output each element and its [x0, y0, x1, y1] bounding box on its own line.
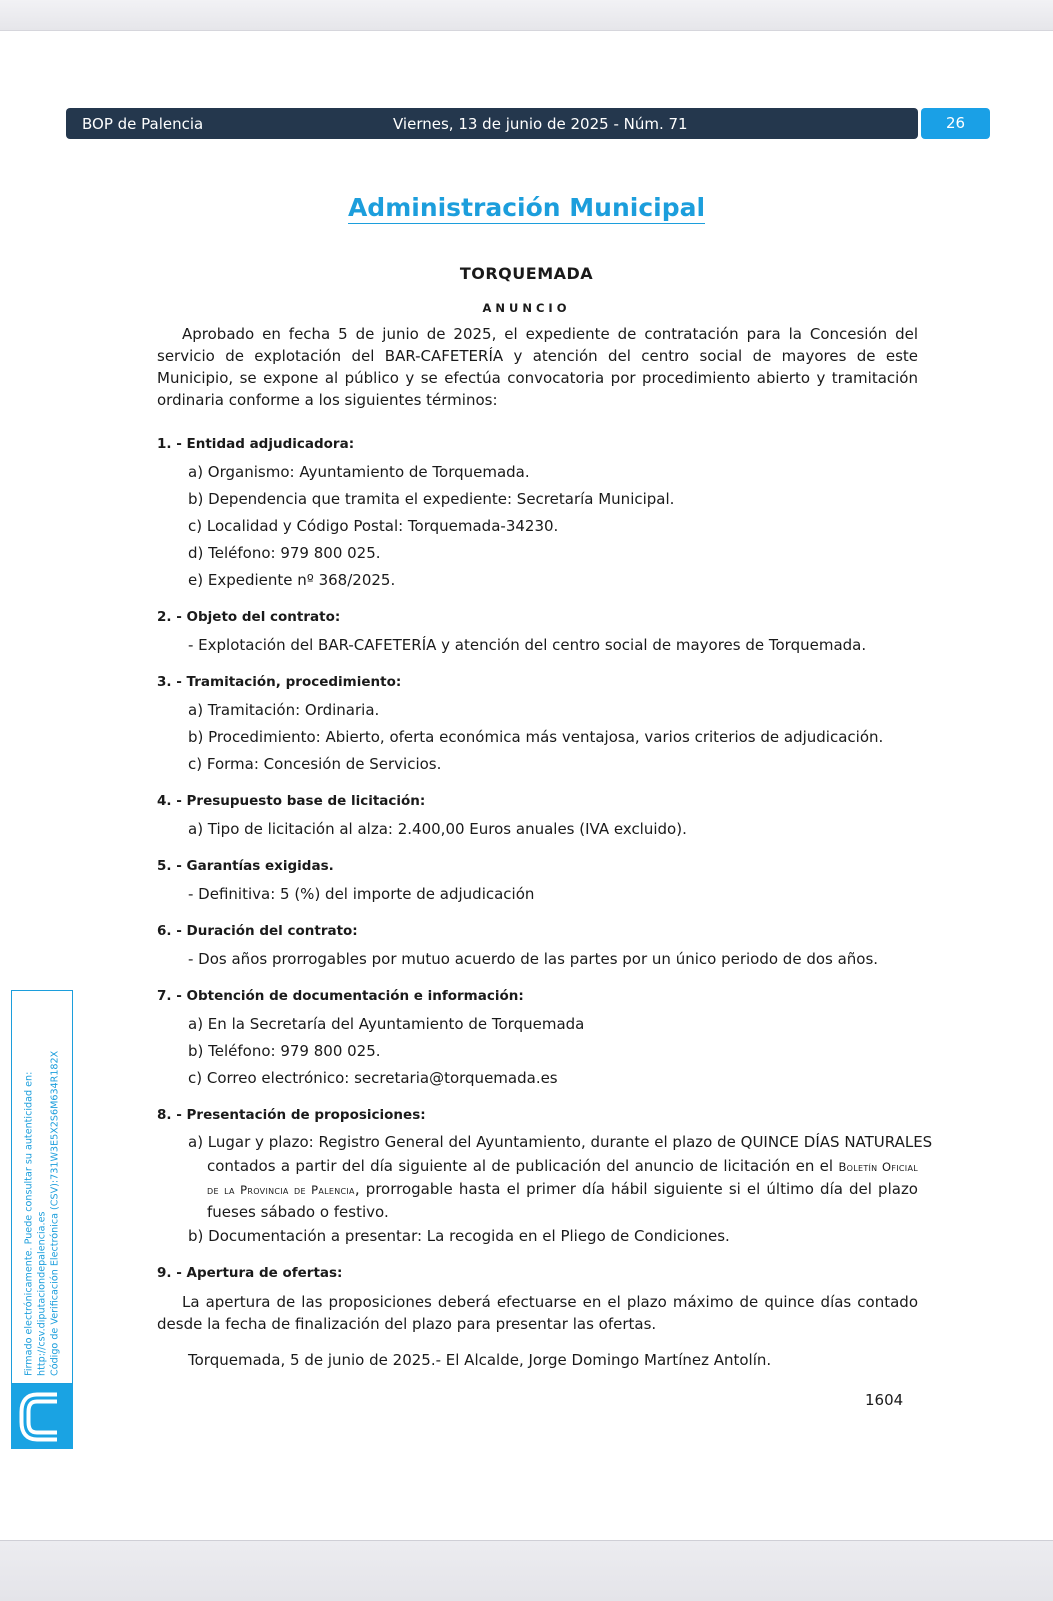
- list-item: - Definitiva: 5 (%) del importe de adjudicación: [188, 885, 535, 903]
- list-item: - Explotación del BAR-CAFETERÍA y atención del centro social de mayores de Torquemada.: [188, 636, 867, 654]
- section-heading: 5. - Garantías exigidas.: [157, 858, 334, 874]
- section-heading: 3. - Tramitación, procedimiento:: [157, 674, 402, 690]
- bulletin-name: Boletín Oficial de la Provincia de Palencia: [207, 1160, 918, 1197]
- verification-text: Firmado electrónicamente. Puede consultar su autenticidad en: http://csv.diputaciondepalencia.es Código de Verificación Electrónica (CSV):731W3E5X2S6M634R182X: [23, 1050, 61, 1376]
- section-heading: 4. - Presupuesto base de licitación:: [157, 793, 426, 809]
- list-item: e) Expediente nº 368/2025.: [188, 571, 396, 589]
- list-item: c) Forma: Concesión de Servicios.: [188, 755, 442, 773]
- signature-line: Torquemada, 5 de junio de 2025.- El Alcalde, Jorge Domingo Martínez Antolín.: [188, 1351, 772, 1369]
- viewer-top-bar: [0, 0, 1053, 31]
- diputacion-logo-icon: [11, 1384, 73, 1449]
- section-heading: 6. - Duración del contrato:: [157, 923, 358, 939]
- list-item: a) Organismo: Ayuntamiento de Torquemada.: [188, 463, 530, 481]
- list-item-continuation: contados a partir del día siguiente al de publicación del anuncio de licitación en el Boletín Oficial de la Provincia de Palencia, prorrogable hasta el primer día hábil siguiente si el último día del plazo fueses sábado o festivo.: [207, 1157, 918, 1221]
- verification-sidebar: [11, 990, 73, 1384]
- section-title: Administración Municipal: [347, 193, 706, 222]
- issue-date: Viernes, 13 de junio de 2025 - Núm. 71: [393, 115, 688, 133]
- closing-paragraph: La apertura de las proposiciones deberá efectuarse en el plazo máximo de quince días contado desde la fecha de finalización del plazo para presentar las ofertas.: [157, 1293, 918, 1333]
- town-name: TORQUEMADA: [459, 264, 594, 283]
- section-heading: 8. - Presentación de proposiciones:: [157, 1107, 426, 1123]
- list-item: c) Correo electrónico: secretaria@torquemada.es: [188, 1069, 558, 1087]
- list-item: b) Documentación a presentar: La recogida en el Pliego de Condiciones.: [188, 1227, 730, 1245]
- list-item: b) Teléfono: 979 800 025.: [188, 1042, 381, 1060]
- list-item: b) Procedimiento: Abierto, oferta económica más ventajosa, varios criterios de adjudicación.: [188, 728, 884, 746]
- section-heading: 7. - Obtención de documentación e información:: [157, 988, 524, 1004]
- list-item: a) Lugar y plazo: Registro General del Ayuntamiento, durante el plazo de QUINCE DÍAS NATURALES: [188, 1133, 933, 1151]
- list-item: a) En la Secretaría del Ayuntamiento de Torquemada: [188, 1015, 585, 1033]
- section-heading: 9. - Apertura de ofertas:: [157, 1265, 343, 1281]
- list-item: d) Teléfono: 979 800 025.: [188, 544, 381, 562]
- viewer-bottom-bar: [0, 1540, 1053, 1601]
- publication-name: BOP de Palencia: [82, 115, 204, 133]
- section-heading: 1. - Entidad adjudicadora:: [157, 436, 355, 452]
- document-type: ANUNCIO: [482, 301, 571, 315]
- list-item: c) Localidad y Código Postal: Torquemada-34230.: [188, 517, 559, 535]
- section-heading: 2. - Objeto del contrato:: [157, 609, 341, 625]
- intro-paragraph: Aprobado en fecha 5 de junio de 2025, el expediente de contratación para la Concesión del servicio de explotación del BAR-CAFETERÍA y atención del centro social de mayores de este Municipio, se expone al público y se efectúa convocatoria por procedimiento abierto y tramitación ordinaria conforme a los siguientes términos:: [157, 325, 918, 409]
- reference-number: 1604: [865, 1391, 904, 1409]
- list-item: a) Tramitación: Ordinaria.: [188, 701, 380, 719]
- list-item: b) Dependencia que tramita el expediente: Secretaría Municipal.: [188, 490, 675, 508]
- page-number: 26: [921, 108, 990, 139]
- list-item: a) Tipo de licitación al alza: 2.400,00 Euros anuales (IVA excluido).: [188, 820, 687, 838]
- list-item: - Dos años prorrogables por mutuo acuerdo de las partes por un único periodo de dos años.: [188, 950, 879, 968]
- bulletin-header: [66, 108, 918, 139]
